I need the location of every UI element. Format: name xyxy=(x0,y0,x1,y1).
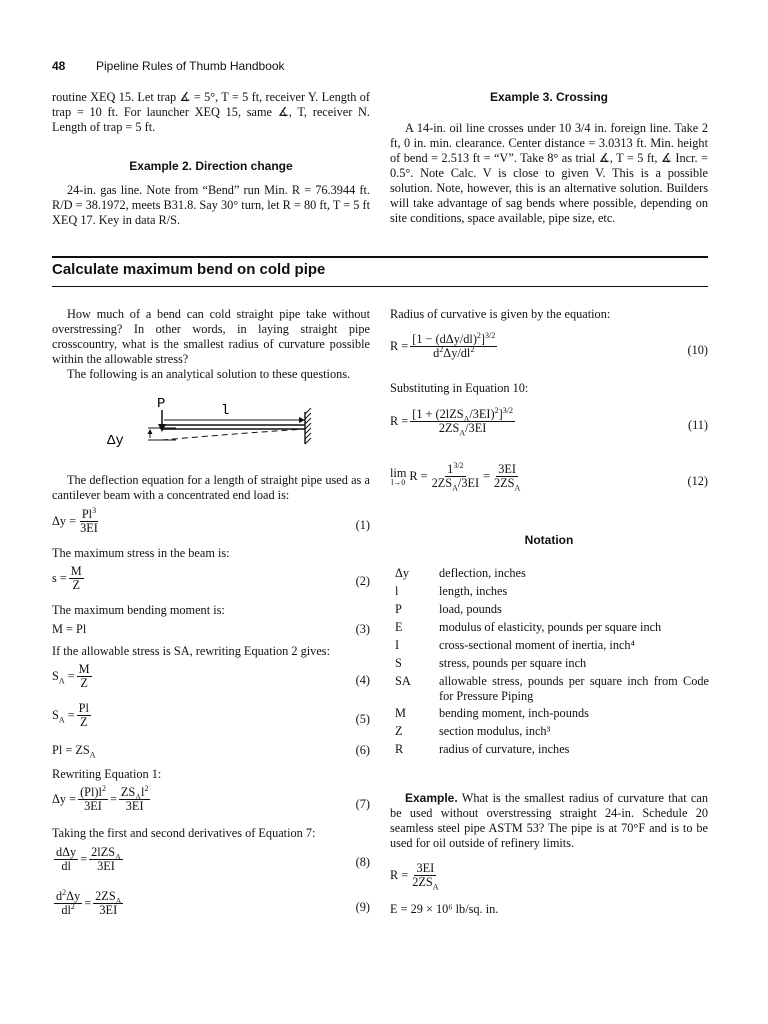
equation-12: lim l→0 R = $\frac{1^{3/2}}{2ZS_A/3EI}$ = $\frac{3EI}{2ZS_A}$ xyxy=(390,460,521,493)
equation-number-12: (12) xyxy=(687,474,708,488)
notation-definition: length, inches xyxy=(439,584,508,598)
notation-definition: load, pounds xyxy=(439,602,502,616)
equation-3: M = Pl xyxy=(52,622,87,636)
notation-row xyxy=(395,602,709,617)
example3-heading: Example 3. Crossing xyxy=(489,90,609,104)
example-label: Example. xyxy=(405,791,458,805)
equation-11: R = $\frac{[1 + (2lZS_A/3EI)^2]^{3/2}}{2ZS_A/3EI}$ xyxy=(390,405,513,438)
section-bottom-rule xyxy=(52,286,708,287)
equation-7: Δy = $\frac{(Pl)l^2}{3EI}$ = $\frac{ZS_Al^2}{3EI}$ xyxy=(52,783,149,813)
top-left-paragraph: routine XEQ 15. Let trap ∡ = 5°, T = 5 ft, receiver Y. Length of trap = 10 ft. For launcher XEQ 15, same ∡, T, receiver N. Length of trap = 5 ft. xyxy=(52,90,370,134)
section-title: Calculate maximum bend on cold pipe xyxy=(52,261,326,278)
max-stress-text: The maximum stress in the beam is: xyxy=(52,546,230,560)
equation-number-8: (8) xyxy=(355,855,370,869)
equation-number-1: (1) xyxy=(355,518,370,532)
equation-number-7: (7) xyxy=(355,797,370,811)
example2-heading: Example 2. Direction change xyxy=(129,159,293,173)
equation-number-9: (9) xyxy=(355,900,370,914)
example-paragraph xyxy=(390,791,708,851)
notation-symbol: E xyxy=(395,620,403,634)
equation-number-4: (4) xyxy=(355,673,370,687)
equation-number-2: (2) xyxy=(355,574,370,588)
notation-row xyxy=(395,638,709,653)
equation-number-5: (5) xyxy=(355,712,370,726)
notation-symbol: M xyxy=(395,706,406,720)
equation-number-3: (3) xyxy=(355,622,370,636)
notation-row xyxy=(395,620,709,635)
notation-definition: cross-sectional moment of inertia, inch⁴ xyxy=(439,638,635,652)
notation-symbol: R xyxy=(395,742,404,756)
notation-row xyxy=(395,674,709,704)
intro-paragraph: How much of a bend can cold straight pipe take without overstressing? In other words, in laying straight pipe crosscountry, what is the smallest radius of curvature possible within the allowable stress? xyxy=(52,307,370,366)
equation-10: R = $\frac{[1 - (d\Delta y/dl)^2]^{3/2}}{d^2\Delta y/dl^2}$ xyxy=(390,330,496,360)
example-text: What is the smallest radius of curvature that can be used without overstressing straight 24-in. Schedule 20 seamless steel pipe ASTM 53? The pipe is at 70°F and is to be used for oil outside of refinery limits. xyxy=(390,791,708,850)
equation-number-6: (6) xyxy=(355,743,370,757)
equation-6: $Pl = ZS_A$ xyxy=(52,743,96,760)
cantilever-diagram xyxy=(100,392,320,462)
notation-definition: stress, pounds per square inch xyxy=(439,656,587,670)
notation-symbol: S xyxy=(395,656,402,670)
equation-8: $\frac{\text{dΔy}}{dl}$ = $\frac{2lZS_A}{3EI}$ xyxy=(56,845,121,873)
notation-row xyxy=(395,656,709,671)
deflection-paragraph: The deflection equation for a length of straight pipe used as a cantilever beam with a concentrated end load is: xyxy=(52,473,370,502)
notation-definition: radius of curvature, inches xyxy=(439,742,570,756)
notation-symbol: l xyxy=(395,584,399,598)
allowable-text: If the allowable stress is SA, rewriting Equation 2 gives: xyxy=(52,644,330,658)
equation-4: $S_A$ = $\frac{M}{Z}$ xyxy=(52,662,90,690)
equation-r: R = $\frac{3EI}{2ZS_A}$ xyxy=(390,861,439,892)
rewrite-text: Rewriting Equation 1: xyxy=(52,767,162,781)
notation-definition: modulus of elasticity, pounds per square inch xyxy=(439,620,662,634)
equation-number-10: (10) xyxy=(687,343,708,357)
notation-row xyxy=(395,706,709,721)
equation-5: $S_A$ = $\frac{Pl}{Z}$ xyxy=(52,701,89,729)
equation-number-11: (11) xyxy=(687,418,708,432)
notation-row xyxy=(395,724,709,739)
notation-symbol: I xyxy=(395,638,400,652)
notation-definition: deflection, inches xyxy=(439,566,526,580)
radius-text: Radius of curvative is given by the equation: xyxy=(390,307,611,321)
figure-label-l: l xyxy=(221,403,230,419)
notation-definition: allowable stress, pounds per square inch from Code for Pressure Piping xyxy=(439,674,709,703)
notation-definition: section modulus, inch³ xyxy=(439,724,551,738)
notation-symbol: Z xyxy=(395,724,403,738)
running-title: Pipeline Rules of Thumb Handbook xyxy=(96,59,285,73)
section-top-rule xyxy=(52,256,708,258)
equation-2: s = $\frac{M}{Z}$ xyxy=(52,564,82,592)
notation-row xyxy=(395,584,709,599)
notation-row xyxy=(395,742,709,757)
notation-symbol: SA xyxy=(395,674,411,688)
notation-row xyxy=(395,566,709,581)
substitute-text: Substituting in Equation 10: xyxy=(390,381,529,395)
notation-symbol: Δy xyxy=(395,566,410,580)
max-moment-text: The maximum bending moment is: xyxy=(52,603,225,617)
figure-label-p: P xyxy=(157,396,166,412)
page-number: 48 xyxy=(52,59,66,73)
example3-text: A 14-in. oil line crosses under 10 3/4 in. foreign line. Take 2 ft, 0 in. min. clearance. Center distance = 3.0313 ft. Min. height of bend = 2.513 ft = “V”. Take 8° as trial ∡, T = 5 ft, ∡ Incr. = 0.5°. Note Calc. V is close to given V. This is a possible solution. Note, however, this is an alternative solution. Builders will take advantage of sag bends where possible, depending on site conditions, space available, pipe size, etc. xyxy=(390,121,708,225)
notation-heading: Notation xyxy=(524,533,574,547)
derivatives-text: Taking the first and second derivatives of Equation 7: xyxy=(52,826,316,840)
notation-symbol: P xyxy=(395,602,402,616)
figure-label-dy: Δy xyxy=(107,433,124,449)
equation-1: Δy = $\frac{Pl^3}{3EI}$ xyxy=(52,505,98,535)
notation-definition: bending moment, inch-pounds xyxy=(439,706,589,720)
equation-9: $\frac{d^2\Delta y}{dl^2}$ = $\frac{2ZS_A}{3EI}$ xyxy=(56,887,122,917)
intro-paragraph-2: The following is an analytical solution to these questions. xyxy=(67,367,351,381)
example2-text: 24-in. gas line. Note from “Bend” run Min. R = 76.3944 ft. R/D = 38.1972, meets B31.8. Say 30° turn, let R = 80 ft, T = 5 ft XEQ 17. Key in data R/S. xyxy=(52,183,370,227)
e-value: E = 29 × 10⁶ lb/sq. in. xyxy=(390,902,499,916)
